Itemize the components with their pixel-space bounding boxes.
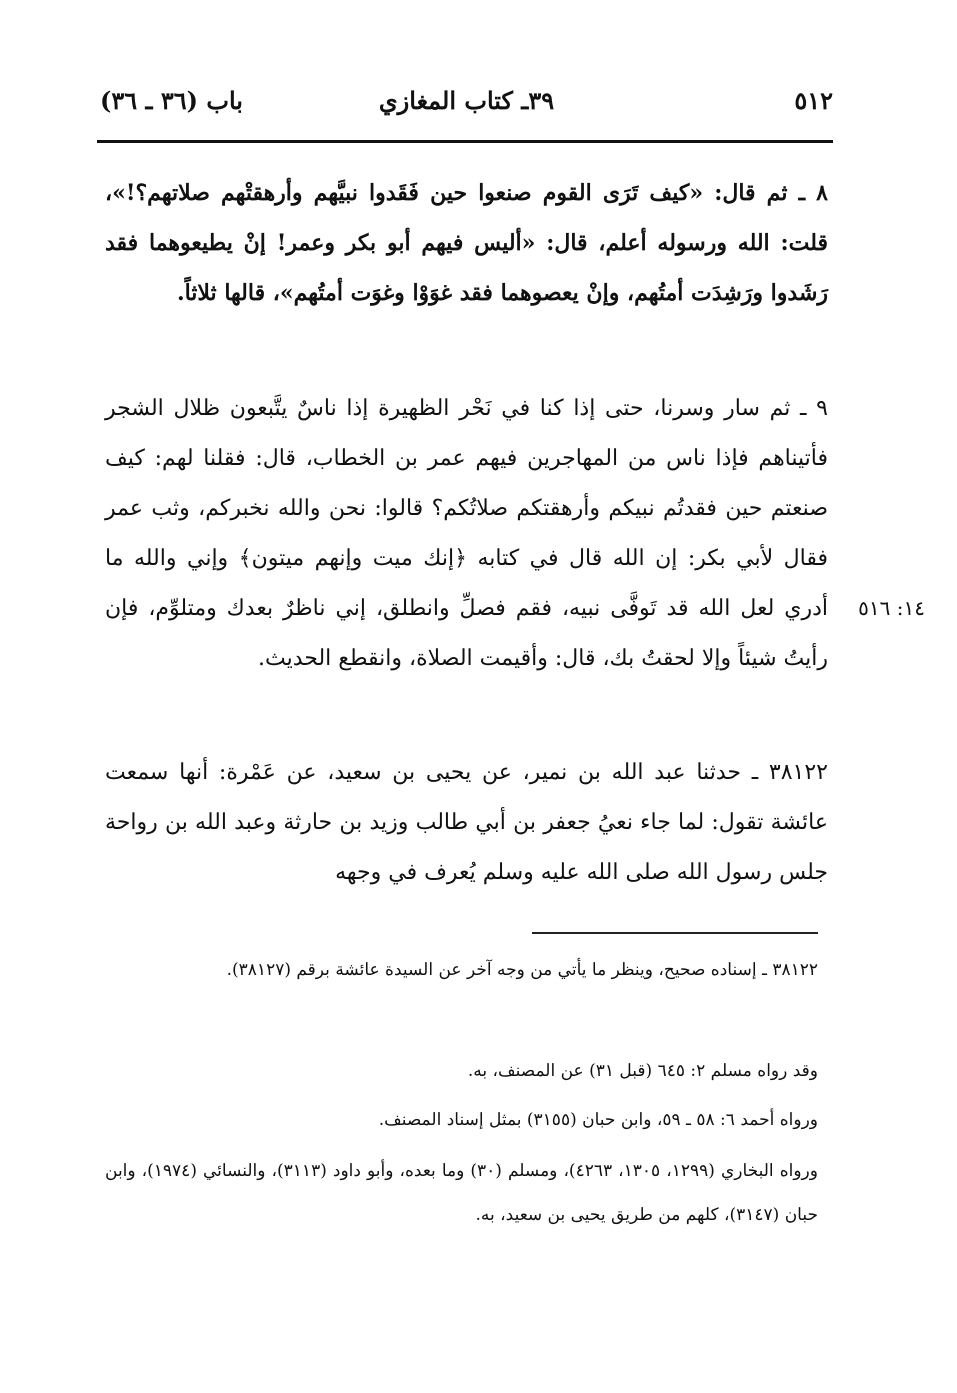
running-header <box>100 86 833 126</box>
footnote-3: ورواه أحمد ٦: ٥٨ ـ ٥٩، وابن حبان (٣١٥٥) بمثل إسناد المصنف. <box>378 1110 818 1130</box>
margin-reference: ١٤: ٥١٦ <box>858 596 925 620</box>
footnote-1: ٣٨١٢٢ ـ إسناده صحيح، وينظر ما يأتي من وجه آخر عن السيدة عائشة برقم (٣٨١٢٧). <box>226 960 818 980</box>
hadith-38122: ٣٨١٢٢ ـ حدثنا عبد الله بن نمير، عن يحيى بن سعيد، عن عَمْرة: أنها سمعت عائشة تقول: لما جاء نعيُ جعفر بن أبي طالب وزيد بن حارثة وعبد الله بن رواحة جلس رسول الله صلى الله عليه وسلم يُعرف في وجهه <box>105 760 828 885</box>
footnote-2: وقد رواه مسلم ٢: ٦٤٥ (قبل ٣١) عن المصنف، به. <box>467 1061 818 1081</box>
footnote-4: ورواه البخاري (١٢٩٩، ١٣٠٥، ٤٢٦٣)، ومسلم (٣٠) وما بعده، وأبو داود (٣١١٣)، والنسائي (١٩٧٤)، وابن حبان (٣١٤٧)، كلهم من طريق يحيى بن سعيد، به. <box>105 1161 818 1225</box>
section-reference: باب (٣٦ ـ ٣٦) <box>100 86 243 115</box>
chapter-title: ٣٩ـ كتاب المغازي <box>378 86 555 115</box>
paragraph-9: ٩ ـ ثم سار وسرنا، حتى إذا كنا في نَحْر الظهيرة إذا ناسٌ يتَّبعون ظلال الشجر فأتيناهم فإذا ناس من المهاجرين فيهم عمر بن الخطاب، قال: فقلنا لهم: كيف صنعتم حين فقدتُم نبيكم وأرهقتكم صلاتُكم؟ قالوا: نحن والله نخبركم، وثب عمر فقال لأبي بكر: إن الله قال في كتابه ﴿إنك ميت وإنهم ميتون﴾ وإني والله ما أدري لعل الله قد تَوفَّى نبيه، فقم فصلِّ وانطلق، إني ناظرٌ بعدك ومتلوِّم، فإن رأيتُ شيئاً وإلا لحقتُ بك، قال: وأقيمت الصلاة، وانقطع الحديث. <box>105 396 828 671</box>
header-divider <box>97 140 833 143</box>
page-number: ٥١٢ <box>794 86 833 115</box>
footnote-divider <box>532 932 818 934</box>
paragraph-8: ٨ ـ ثم قال: «كيف تَرَى القوم صنعوا حين فَقَدوا نبيَّهم وأرهقتْهم صلاتهم؟!»، قلت: الله ورسوله أعلم، قال: «أليس فيهم أبو بكر وعمر! إنْ يطيعوهما فقد رَشَدوا ورَشِدَت أمتُهم، وإنْ يعصوهما فقد غوَوْا وغوَت أمتُهم»، قالها ثلاثاً. <box>105 180 828 306</box>
